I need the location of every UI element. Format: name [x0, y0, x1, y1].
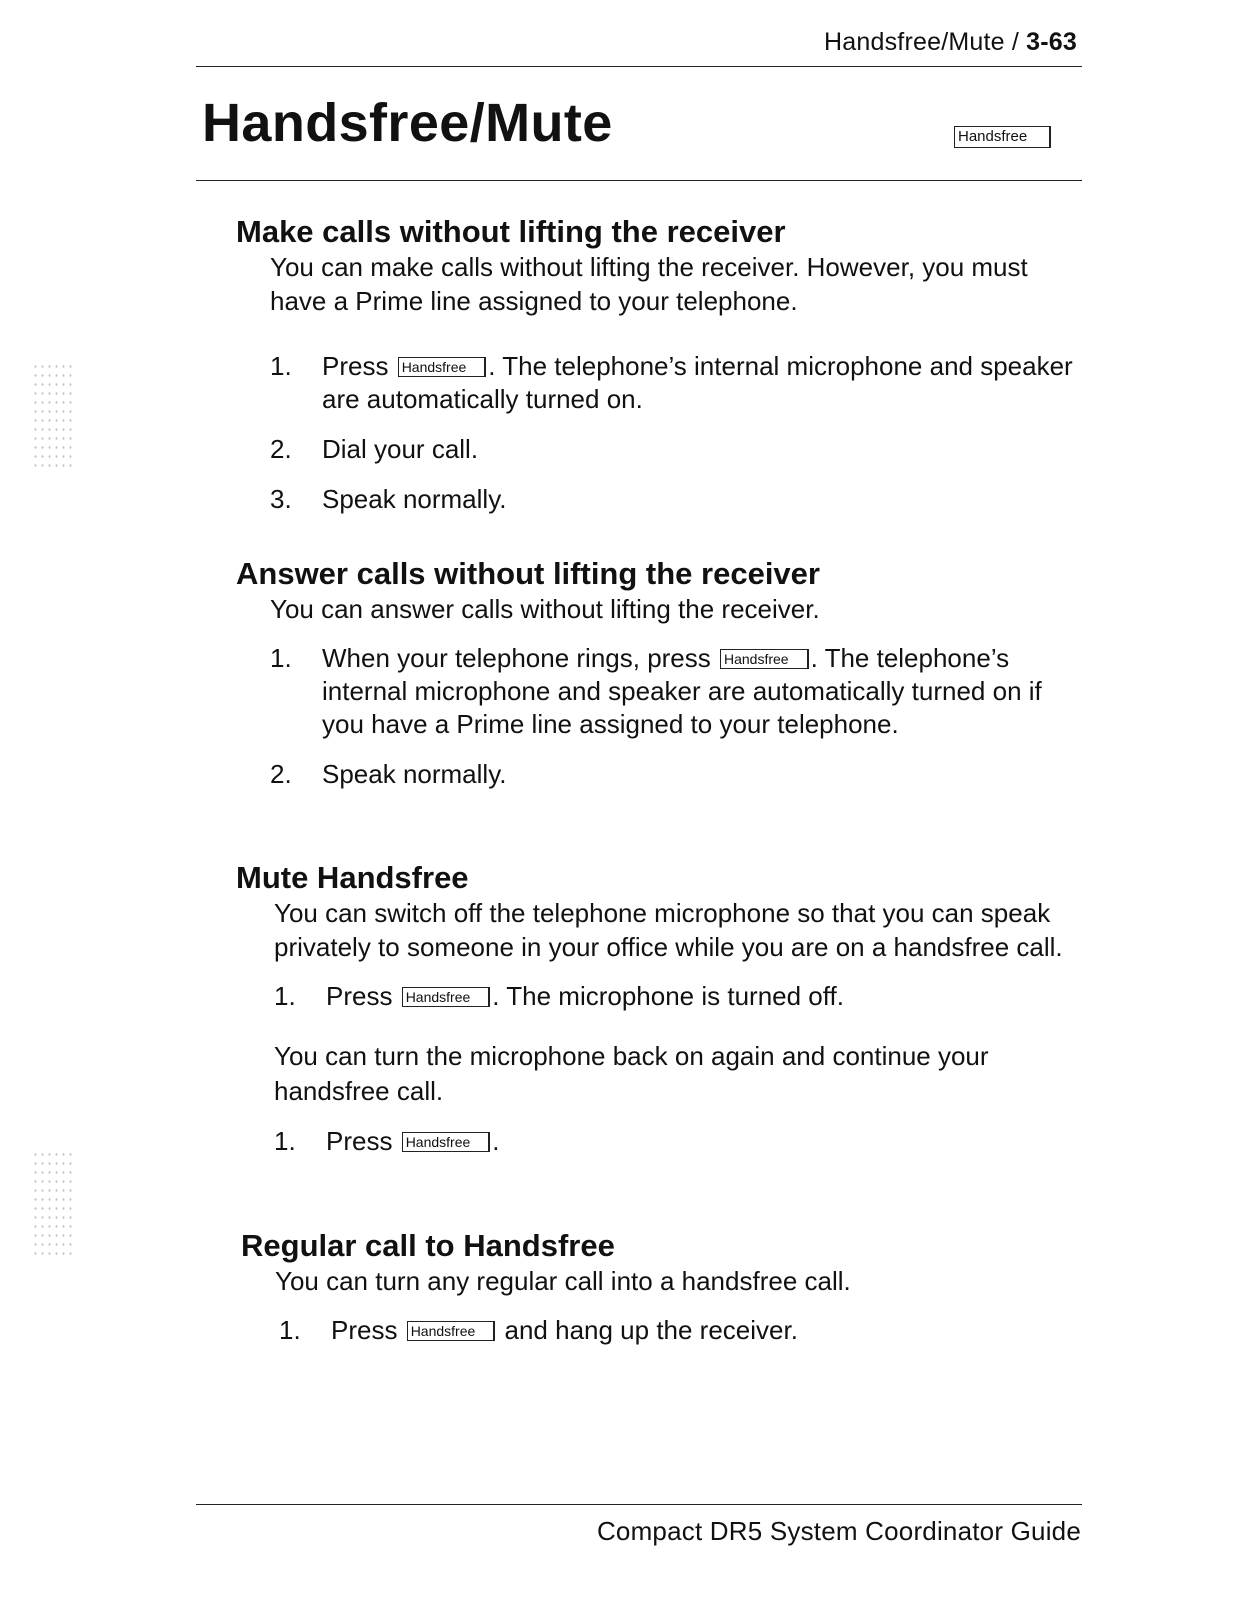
section-intro: You can switch off the telephone microphone so that you can speak privately to someone in your office while you are on a handsfree call.: [274, 898, 1063, 962]
step-text: Speak normally.: [322, 759, 507, 789]
scan-speckle: [32, 362, 72, 472]
step-list: [236, 642, 1076, 791]
list-item: [236, 483, 1076, 516]
handsfree-key-icon: Handsfree: [402, 987, 491, 1007]
section-intro: You can make calls without lifting the receiver. However, you must have a Prime line assigned to your telephone.: [270, 252, 1028, 316]
step-text: Press: [326, 981, 400, 1011]
step-number: 2.: [270, 759, 292, 789]
handsfree-key-icon: Handsfree: [954, 126, 1051, 148]
list-item: [236, 350, 1076, 416]
handsfree-key-icon: Handsfree: [402, 1132, 491, 1152]
step-text: and hang up the receiver.: [497, 1315, 798, 1345]
list-item: [236, 758, 1076, 791]
list-item: [236, 1125, 1076, 1158]
handsfree-key-icon: Handsfree: [720, 649, 809, 669]
running-title: Handsfree/Mute /: [824, 28, 1027, 56]
step-number: 1.: [274, 1126, 296, 1156]
footer-title: Compact DR5 System Coordinator Guide: [596, 1516, 1081, 1546]
step-text: Press: [322, 351, 396, 381]
step-number: 2.: [270, 434, 292, 464]
step-number: 1.: [270, 643, 292, 673]
section-intro: You can answer calls without lifting the receiver.: [270, 594, 820, 624]
step-number: 1.: [274, 981, 296, 1011]
list-item: [236, 980, 1076, 1013]
step-text: Dial your call.: [322, 434, 479, 464]
paragraph: You can turn the microphone back on again and continue your handsfree call.: [274, 1041, 989, 1106]
section-regular-to-handsfree: [241, 1228, 1081, 1364]
title-rule: [196, 180, 1082, 181]
section-make-calls: [236, 214, 1076, 533]
section-mute-handsfree: [236, 860, 1076, 1175]
step-number: 1.: [279, 1315, 301, 1345]
step-text: .: [492, 1126, 500, 1156]
handsfree-key-icon: Handsfree: [407, 1321, 496, 1341]
step-text: . The microphone is turned off.: [492, 981, 844, 1011]
footer-rule: [196, 1504, 1082, 1505]
step-list: [236, 1125, 1076, 1158]
step-list: [236, 350, 1076, 516]
step-text: Press: [331, 1315, 405, 1345]
step-text: When your telephone rings, press: [322, 643, 718, 673]
step-number: 3.: [270, 484, 292, 514]
scan-speckle: [32, 1150, 72, 1260]
step-text: . The telephone’s internal microphone and speaker are automatically turned on if you have a Prime line assigned to your telephone.: [322, 643, 1042, 739]
section-heading: Answer calls without lifting the receiver: [236, 556, 820, 591]
section-intro: You can turn any regular call into a handsfree call.: [275, 1266, 851, 1296]
page-title: Handsfree/Mute: [202, 93, 613, 153]
running-header: [824, 28, 1077, 57]
step-list: [241, 1314, 1081, 1347]
page-number: 3-63: [1026, 28, 1077, 56]
section-heading: Make calls without lifting the receiver: [236, 214, 786, 249]
list-item: [241, 1314, 1081, 1347]
step-list: [236, 980, 1076, 1013]
section-answer-calls: [236, 556, 1076, 808]
step-text: Speak normally.: [322, 484, 507, 514]
list-item: [236, 642, 1076, 741]
step-text: . The telephone’s internal microphone and speaker are automatically turned on.: [322, 351, 1073, 414]
section-heading: Regular call to Handsfree: [241, 1228, 615, 1263]
step-text: Press: [326, 1126, 400, 1156]
section-heading: Mute Handsfree: [236, 860, 469, 895]
header-rule: [196, 66, 1082, 67]
handsfree-key-icon: Handsfree: [398, 357, 487, 377]
step-number: 1.: [270, 351, 292, 381]
list-item: [236, 433, 1076, 466]
